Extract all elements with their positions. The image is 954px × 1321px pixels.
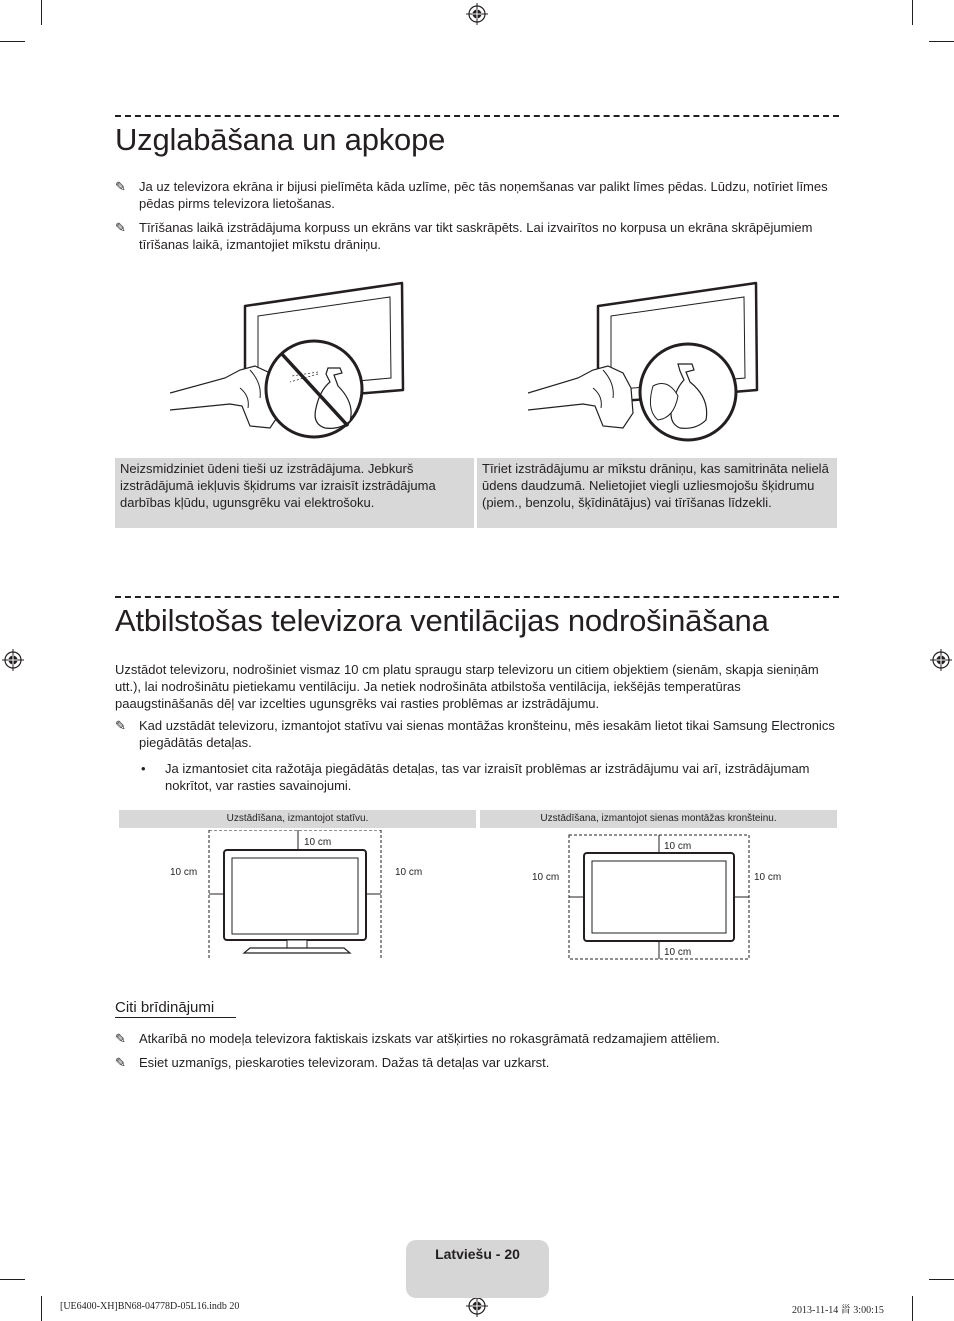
crop-mark	[41, 1296, 42, 1321]
diagram-header-wall: Uzstādīšana, izmantojot sienas montāžas kronšteinu.	[480, 810, 837, 828]
note-text: Esiet uzmanīgs, pieskaroties televizoram. Dažas tā detaļas var uzkarst.	[139, 1055, 550, 1070]
clearance-label-right: 10 cm	[754, 872, 782, 883]
pencil-note-icon: ✎	[115, 1031, 126, 1046]
registration-mark-icon	[466, 1295, 488, 1317]
subsection-underline	[115, 1017, 236, 1018]
note-item	[115, 1030, 840, 1047]
crop-mark	[0, 1279, 25, 1280]
note-text: Ja uz televizora ekrāna ir bijusi pielīmēta kāda uzlīme, pēc tās noņemšanas var palikt līmes pēdas. Lūdzu, notīriet līmes pēdas pirms televizora lietošanas.	[139, 179, 828, 211]
section-title-storage: Uzglabāšana un apkope	[115, 122, 446, 157]
caption-no-spray: Neizsmidziniet ūdeni tieši uz izstrādājuma. Jebkurš izstrādājumā iekļuvis šķidrums var izraisīt izstrādājuma darbības kļūdu, ugunsgrēku vai elektrošoku.	[115, 458, 474, 528]
note-item	[115, 1054, 840, 1071]
note-text: Atkarībā no modeļa televizora faktiskais izskats var atšķirties no rokasgrāmatā redzamajiem attēliem.	[139, 1031, 720, 1046]
crop-mark	[912, 1296, 913, 1321]
crop-mark	[929, 41, 954, 42]
clearance-label-right: 10 cm	[395, 867, 423, 878]
diagram-wall-clearance	[560, 833, 760, 963]
pencil-note-icon: ✎	[115, 179, 126, 194]
section-divider	[115, 115, 839, 117]
print-file-info: [UE6400-XH]BN68-04778D-05L16.indb 20	[60, 1301, 240, 1312]
subsection-title: Citi brīdinājumi	[115, 999, 215, 1016]
print-timestamp: 2013-11-14 ⻡ 3:00:15	[792, 1305, 884, 1316]
pencil-note-icon: ✎	[115, 718, 126, 733]
bullet-text: Ja izmantosiet cita ražotāja piegādātās detaļas, tas var izraisīt problēmas ar izstrādājumu vai arī, izstrādājumam nokrītot, var rasties savainojumi.	[165, 761, 810, 793]
clearance-label-top: 10 cm	[664, 841, 692, 852]
note-text: Tīrīšanas laikā izstrādājuma korpuss un ekrāns var tikt saskrāpēts. Lai izvairītos no korpusa un ekrāna skrāpējumiem tīrīšanas laikā, izmantojiet mīkstu drāniņu.	[139, 220, 813, 252]
note-item	[115, 178, 840, 212]
diagram-stand-clearance	[160, 830, 410, 965]
note-item	[115, 219, 840, 253]
diagram-header-stand: Uzstādīšana, izmantojot statīvu.	[119, 810, 476, 828]
caption-cloth-cleaning: Tīriet izstrādājumu ar mīkstu drāniņu, kas samitrināta nelielā ūdens daudzumā. Nelietojiet viegli uzliesmojošu šķidrumu (piem., benzolu, šķīdinātājus) vai tīrīšanas līdzekli.	[477, 458, 837, 528]
registration-mark-icon	[930, 649, 952, 671]
bullet-item	[141, 760, 841, 794]
pencil-note-icon: ✎	[115, 1055, 126, 1070]
crop-mark	[41, 0, 42, 25]
note-text: Kad uzstādāt televizoru, izmantojot statīvu vai sienas montāžas kronšteinu, mēs iesakām lietot tikai Samsung Electronics piegādātās detaļas.	[139, 718, 835, 750]
section-title-ventilation: Atbilstošas televizora ventilācijas nodrošināšana	[115, 603, 769, 638]
section-divider	[115, 596, 839, 598]
page-number: Latviešu - 20	[435, 1246, 520, 1262]
clearance-label-left: 10 cm	[532, 872, 560, 883]
ventilation-paragraph: Uzstādot televizoru, nodrošiniet vismaz 10 cm platu spraugu starp televizoru un citiem objektiem (sienām, skapja sieniņām utt.), lai nodrošinātu pietiekamu ventilāciju. Ja netiek nodrošināta atbilstoša ventilācija, iekšējās temperatūras paaugstināšanās dēļ var izcelties ugunsgrēks vai rasties problēmas ar izstrādājumu.	[115, 662, 819, 711]
bullet-icon: •	[141, 761, 146, 776]
pencil-note-icon: ✎	[115, 220, 126, 235]
clearance-label-bottom: 10 cm	[664, 947, 692, 958]
crop-mark	[912, 0, 913, 25]
crop-mark	[0, 41, 25, 42]
illustration-cloth-cleaning	[528, 278, 778, 450]
note-item	[115, 717, 840, 751]
clearance-label-top: 10 cm	[304, 837, 332, 848]
registration-mark-icon	[2, 649, 24, 671]
registration-mark-icon	[466, 3, 488, 25]
illustration-no-spray	[170, 278, 420, 450]
crop-mark	[929, 1279, 954, 1280]
clearance-label-left: 10 cm	[170, 867, 198, 878]
